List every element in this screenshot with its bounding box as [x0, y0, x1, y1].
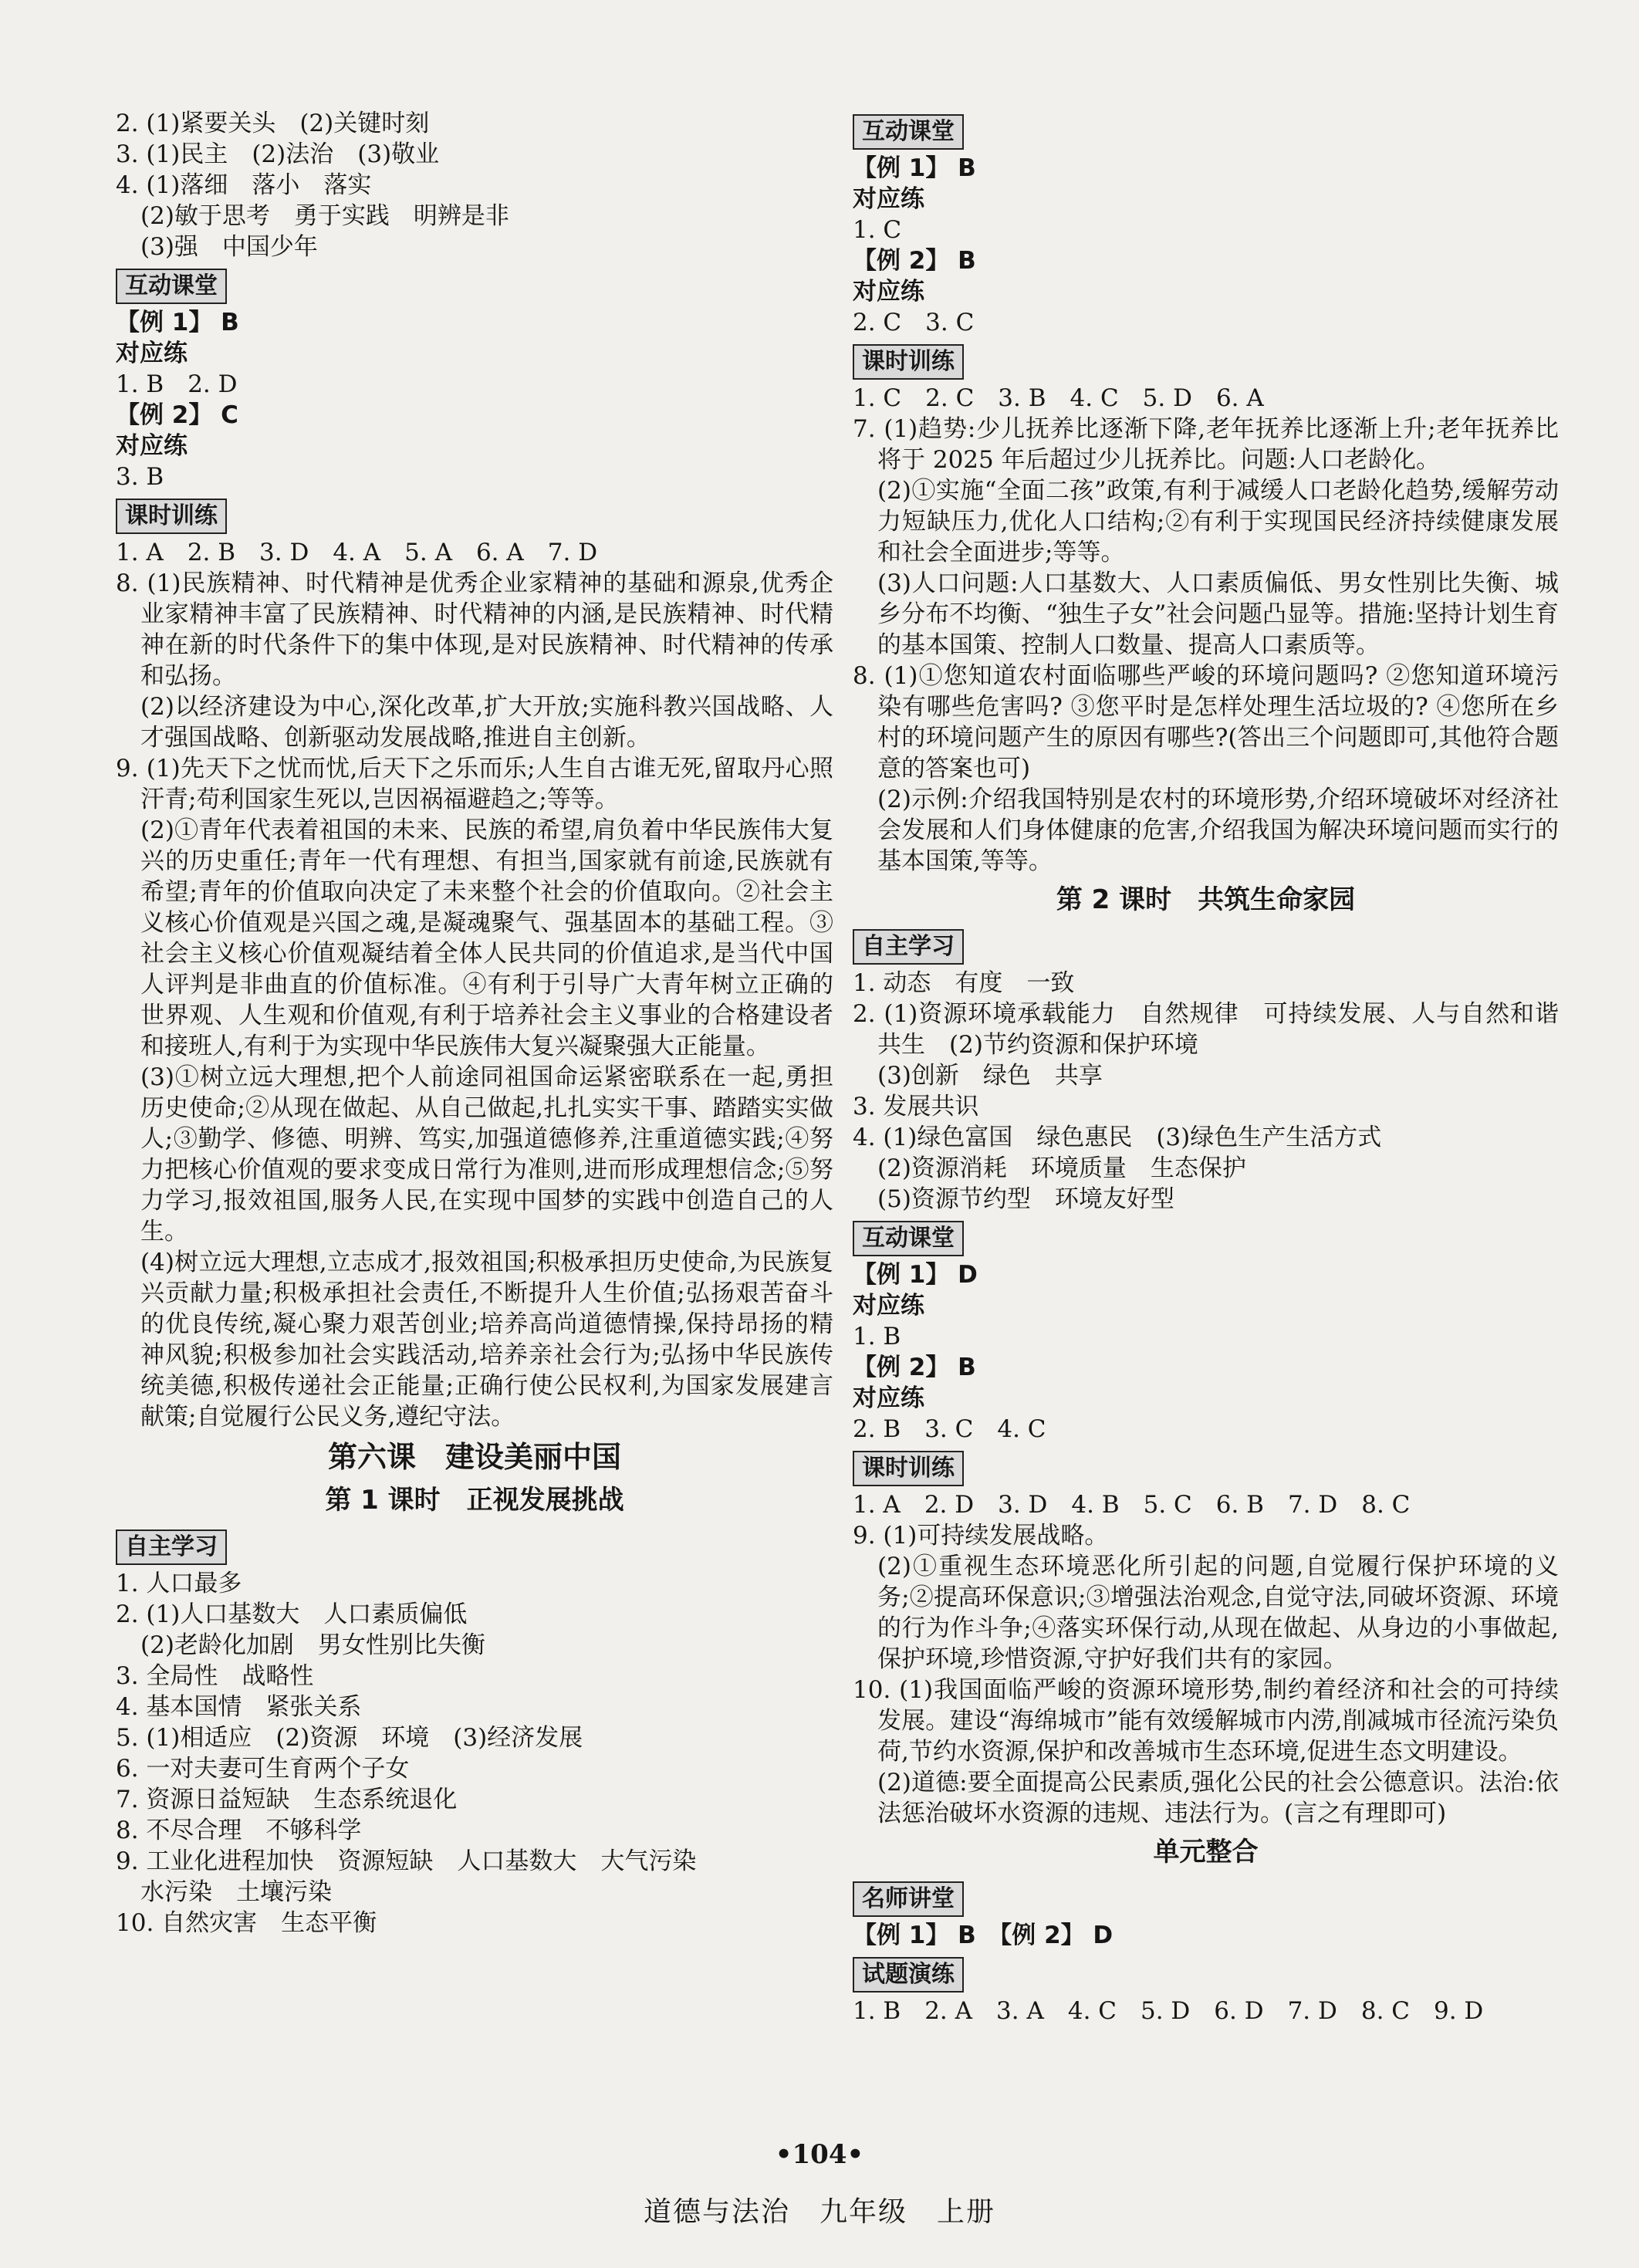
answer-paragraph: (2)道德:要全面提高公民素质,强化公民的社会公德意识。法治:依法惩治破坏水资源的违规、违法行为。(言之有理即可): [877, 1769, 1559, 1827]
answer-paragraph: (2)①重视生态环境恶化所引起的问题,自觉履行保护环境的义务;②提高环保意识;③增强法治观念,自觉守法,同破坏资源、环境的行为作斗争;④落实环保行动,从现在做起、从身边的小事做起,保护环境,珍惜资源,守护好我们共有的家园。: [877, 1553, 1559, 1673]
answer-line: 水污染 土壤污染: [140, 1878, 332, 1906]
section-label: 自主学习: [853, 929, 964, 965]
answer-line: 3. (1)民主 (2)法治 (3)敬业: [116, 140, 440, 168]
answer-line: (3)创新 绿色 共享: [877, 1062, 1103, 1090]
answer-line: 1. A 2. D 3. D 4. B 5. C 6. B 7. D 8. C: [853, 1491, 1411, 1519]
period-title: 第 1 课时 正视发展挑战: [325, 1485, 624, 1516]
practice-label: 对应练: [853, 278, 924, 306]
answer-line: 7. 资源日益短缺 生态系统退化: [116, 1786, 458, 1813]
answer-line: 2. (1)人口基数大 人口素质偏低: [116, 1600, 468, 1628]
answer-line: (2)老龄化加剧 男女性别比失衡: [140, 1631, 485, 1659]
answer-paragraph: 9. (1)可持续发展战略。: [853, 1522, 1109, 1550]
answer-line: (2)敏于思考 勇于实践 明辨是非: [140, 202, 509, 230]
answer-paragraph: (3)①树立远大理想,把个人前途同祖国命运紧密联系在一起,勇担历史使命;②从现在做起、从自己做起,扎扎实实干事、踏踏实实做人;③勤学、修德、明辨、笃实,加强道德修养,注重道德实践;④努力把核心价值观的要求变成日常行为准则,进而形成理想信念;⑤努力学习,报效祖国,服务人民,在实现中国梦的实践中创造自己的人生。: [140, 1063, 833, 1246]
lesson-title: 第六课 建设美丽中国: [327, 1440, 621, 1474]
practice-label: 对应练: [116, 340, 188, 367]
right-column: [853, 108, 1559, 2026]
answer-paragraph: 9. (1)先天下之忧而忧,后天下之乐而乐;人生自古谁无死,留取丹心照汗青;苟利国家生死以,岂因祸福避趋之;等等。: [116, 755, 833, 813]
answer-line: 8. 不尽合理 不够科学: [116, 1817, 362, 1844]
answer-line: 1. B: [853, 1323, 901, 1350]
section-label: 课时训练: [853, 1451, 964, 1486]
section-label: 互动课堂: [116, 269, 227, 304]
example-answer: 【例 2】 C: [116, 401, 238, 429]
answer-line: 6. 一对夫妻可生育两个子女: [116, 1755, 410, 1783]
answer-line: 3. B: [116, 463, 164, 491]
example-answer: 【例 2】 B: [853, 1354, 976, 1381]
example-answer: 【例 1】 B: [853, 154, 976, 182]
answer-line: 1. C 2. C 3. B 4. C 5. D 6. A: [853, 384, 1264, 412]
answer-paragraph: (2)示例:介绍我国特别是农村的环境形势,介绍环境破坏对经济社会发展和人们身体健康的危害,介绍我国为解决环境问题而实行的基本国策,等等。: [877, 786, 1559, 875]
section-label: 名师讲堂: [853, 1881, 964, 1917]
section-label: 课时训练: [853, 344, 964, 380]
answer-line: 1. 人口最多: [116, 1570, 242, 1597]
answer-paragraph: 7. (1)趋势:少儿抚养比逐渐下降,老年抚养比逐渐上升;老年抚养比将于 2025 年后超过少儿抚养比。问题:人口老龄化。: [853, 415, 1559, 474]
answer-line: 1. B 2. D: [116, 370, 238, 398]
book-title: 道德与法治 九年级 上册: [643, 2196, 995, 2228]
left-column: [116, 108, 833, 1938]
answer-line: 4. (1)落细 落小 落实: [116, 171, 372, 199]
example-answer: 【例 1】 D: [853, 1261, 978, 1289]
answer-line: 4. (1)绿色富国 绿色惠民 (3)绿色生产生活方式: [853, 1124, 1382, 1151]
answer-line: 3. 发展共识: [853, 1093, 979, 1120]
answer-line: (2)资源消耗 环境质量 生态保护: [877, 1154, 1246, 1182]
practice-label: 对应练: [853, 1384, 924, 1412]
example-answer: 【例 1】 B: [116, 309, 239, 336]
practice-label: 对应练: [116, 432, 188, 460]
unit-title: 单元整合: [1153, 1837, 1259, 1867]
section-label: 自主学习: [116, 1529, 227, 1565]
answer-paragraph: 8. (1)民族精神、时代精神是优秀企业家精神的基础和源泉,优秀企业家精神丰富了民族精神、时代精神的内涵,是民族精神、时代精神在新的时代条件下的集中体现,是对民族精神、时代精神的传承和弘扬。: [116, 570, 833, 690]
answer-paragraph: (4)树立远大理想,立志成才,报效祖国;积极承担历史使命,为民族复兴贡献力量;积极承担社会责任,不断提升人生价值;弘扬艰苦奋斗的优良传统,凝心聚力艰苦创业;培养高尚道德情操,保持昂扬的精神风貌;积极参加社会实践活动,培养亲社会行为;弘扬中华民族传统美德,积极传递社会正能量;正确行使公民权利,为国家发展建言献策;自觉履行公民义务,遵纪守法。: [140, 1249, 833, 1431]
answer-line: 1. 动态 有度 一致: [853, 969, 1075, 997]
answer-line: 5. (1)相适应 (2)资源 环境 (3)经济发展: [116, 1724, 583, 1752]
practice-label: 对应练: [853, 1292, 924, 1320]
answer-line: 9. 工业化进程加快 资源短缺 人口基数大 大气污染: [116, 1847, 697, 1875]
answer-line: (3)强 中国少年: [140, 233, 318, 261]
answer-line: 2. C 3. C: [853, 309, 975, 336]
answer-line: 1. B 2. A 3. A 4. C 5. D 6. D 7. D 8. C 9. D: [853, 1997, 1484, 2025]
example-answer: 【例 2】 B: [853, 247, 976, 275]
section-label: 试题演练: [853, 1957, 964, 1993]
answer-line: (5)资源节约型 环境友好型: [877, 1185, 1174, 1213]
period-title: 第 2 课时 共筑生命家园: [1056, 884, 1356, 915]
answer-paragraph: (3)人口问题:人口基数大、人口素质偏低、男女性别比失衡、城乡分布不均衡、“独生子女”社会问题凸显等。措施:坚持计划生育的基本国策、控制人口数量、提高人口素质等。: [877, 570, 1559, 659]
answer-paragraph: (2)①实施“全面二孩”政策,有利于减缓人口老龄化趋势,缓解劳动力短缺压力,优化人口结构;②有利于实现国民经济持续健康发展和社会全面进步;等等。: [877, 477, 1559, 566]
answer-line: 1. C: [853, 216, 902, 244]
answer-line: 2. (1)资源环境承载能力 自然规律 可持续发展、人与自然和谐共生 (2)节约资源和保护环境: [853, 1000, 1559, 1059]
answer-paragraph: 8. (1)①您知道农村面临哪些严峻的环境问题吗? ②您知道环境污染有哪些危害吗? ③您平时是怎样处理生活垃圾的? ④您所在乡村的环境问题产生的原因有哪些?(答出三个问题即可,其他符合题意的答案也可): [853, 662, 1559, 782]
answer-line: 2. (1)紧要关头 (2)关键时刻: [116, 110, 430, 137]
answer-line: 2. B 3. C 4. C: [853, 1415, 1046, 1443]
answer-line: 10. 自然灾害 生态平衡: [116, 1909, 377, 1937]
answer-paragraph: 10. (1)我国面临严峻的资源环境形势,制约着经济和社会的可持续发展。建设“海绵城市”能有效缓解城市内涝,削减城市径流污染负荷,节约水资源,保护和改善城市生态环境,促进生态文明建设。: [853, 1676, 1559, 1766]
practice-label: 对应练: [853, 185, 924, 213]
section-label: 互动课堂: [853, 114, 964, 150]
answer-line: 1. A 2. B 3. D 4. A 5. A 6. A 7. D: [116, 539, 598, 566]
answer-paragraph: (2)以经济建设为中心,深化改革,扩大开放;实施科教兴国战略、人才强国战略、创新驱动发展战略,推进自主创新。: [140, 693, 833, 752]
example-answer: 【例 1】 B 【例 2】 D: [853, 1922, 1114, 1949]
section-label: 互动课堂: [853, 1221, 964, 1256]
section-label: 课时训练: [116, 499, 227, 534]
answer-line: 3. 全局性 战略性: [116, 1662, 314, 1690]
answer-paragraph: (2)①青年代表着祖国的未来、民族的希望,肩负着中华民族伟大复兴的历史重任;青年一代有理想、有担当,国家就有前途,民族就有希望;青年的价值取向决定了未来整个社会的价值取向。②社会主义核心价值观是兴国之魂,是凝魂聚气、强基固本的基础工程。③社会主义核心价值观凝结着全体人民共同的价值追求,是当代中国人评判是非曲直的价值标准。④有利于引导广大青年树立正确的世界观、人生观和价值观,有利于培养社会主义事业的合格建设者和接班人,有利于为实现中华民族伟大复兴凝聚强大正能量。: [140, 816, 833, 1060]
page-number: •104•: [775, 2139, 864, 2170]
answer-line: 4. 基本国情 紧张关系: [116, 1693, 362, 1721]
